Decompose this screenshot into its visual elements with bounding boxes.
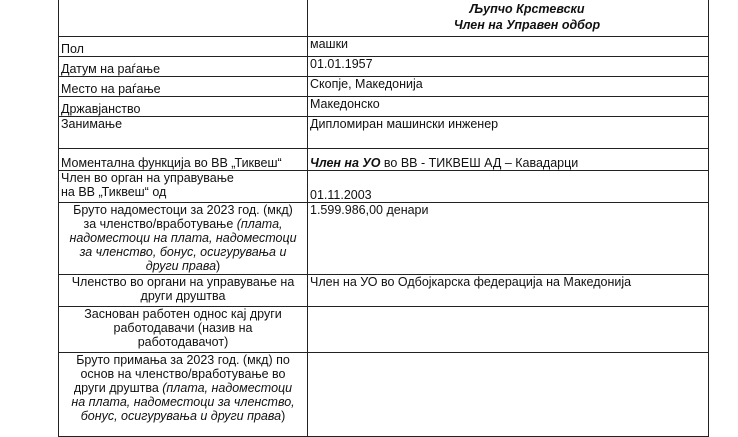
row-gender: [59, 37, 709, 57]
label-line: Бруто надоместоци за 2023 год. (мкд): [73, 203, 293, 217]
label-line: Бруто примања за 2023 год. (мкд) по: [76, 353, 290, 367]
value-birthdate: 01.01.1957: [308, 57, 709, 77]
row-other-employment: [59, 307, 709, 353]
row-birthplace: [59, 77, 709, 97]
label-gross-compensation: [59, 203, 308, 275]
label-line: за членство/вработување (плата,: [83, 217, 283, 231]
label-line: на плата, надоместоци за членство,: [71, 395, 295, 409]
header-cell: [308, 0, 709, 37]
label-line: основ на членство/вработување во: [80, 367, 286, 381]
value-other-employment: [308, 307, 709, 353]
row-occupation: [59, 117, 709, 149]
function-title: Член на УО: [310, 156, 381, 170]
label-line: бонус, осигурувања и други права): [80, 409, 286, 423]
label-birthdate: Датум на раѓање: [59, 57, 308, 77]
label-other-boards: [59, 275, 308, 307]
label-line: други друштва (плата, надоместоци: [73, 381, 293, 395]
value-current-function: [308, 149, 709, 171]
value-gross-compensation: 1.599.986,00 денари: [308, 203, 709, 275]
label-birthplace: Место на раѓање: [59, 77, 308, 97]
header-row: [59, 0, 709, 37]
label-line: за членство, бонус, осигурувања и: [79, 245, 287, 259]
header-empty-cell: [59, 0, 308, 37]
label-line: други права): [145, 259, 221, 273]
row-current-function: [59, 149, 709, 171]
label-citizenship: Државјанство: [59, 97, 308, 117]
value-gender: машки: [308, 37, 709, 57]
value-other-boards: Член на УО во Одбојкарска федерација на Македонија: [308, 275, 709, 307]
value-board-member-since: 01.11.2003: [308, 171, 709, 203]
label-board-member-since: [59, 171, 308, 203]
row-citizenship: [59, 97, 709, 117]
value-occupation: Дипломиран машински инженер: [308, 117, 709, 149]
label-line: работодавачи (назив на: [113, 321, 253, 335]
label-current-function: Моментална функција во ВВ „Тиквеш“: [59, 149, 308, 171]
value-other-income: [308, 353, 709, 437]
label-gender: Пол: [59, 37, 308, 57]
function-company: во ВВ - ТИКВЕШ АД – Кавадарци: [380, 156, 579, 170]
member-role: Член на Управен одбор: [453, 18, 601, 32]
label-line: Заснован работен однос кај други: [84, 307, 282, 321]
member-name: Љупчо Крстевски: [469, 2, 585, 16]
label-line: Членство во органи на управување на: [71, 275, 295, 289]
row-gross-compensation: [59, 203, 709, 275]
label-other-income: [59, 353, 308, 437]
label-line: други друштва: [140, 289, 226, 303]
row-board-member-since: [59, 171, 709, 203]
value-birthplace: Скопје, Македонија: [308, 77, 709, 97]
label-line: Член во орган на управување: [61, 171, 234, 185]
label-line: на ВВ „Тиквеш“ од: [61, 185, 167, 199]
label-occupation: Занимање: [59, 117, 308, 149]
label-line: надоместоци на плата, надоместоци: [69, 231, 297, 245]
row-other-income: [59, 353, 709, 437]
board-member-table: [58, 0, 709, 437]
label-line: работодавачот): [137, 335, 229, 349]
row-other-boards: [59, 275, 709, 307]
label-other-employment: [59, 307, 308, 353]
value-citizenship: Македонско: [308, 97, 709, 117]
row-birthdate: [59, 57, 709, 77]
